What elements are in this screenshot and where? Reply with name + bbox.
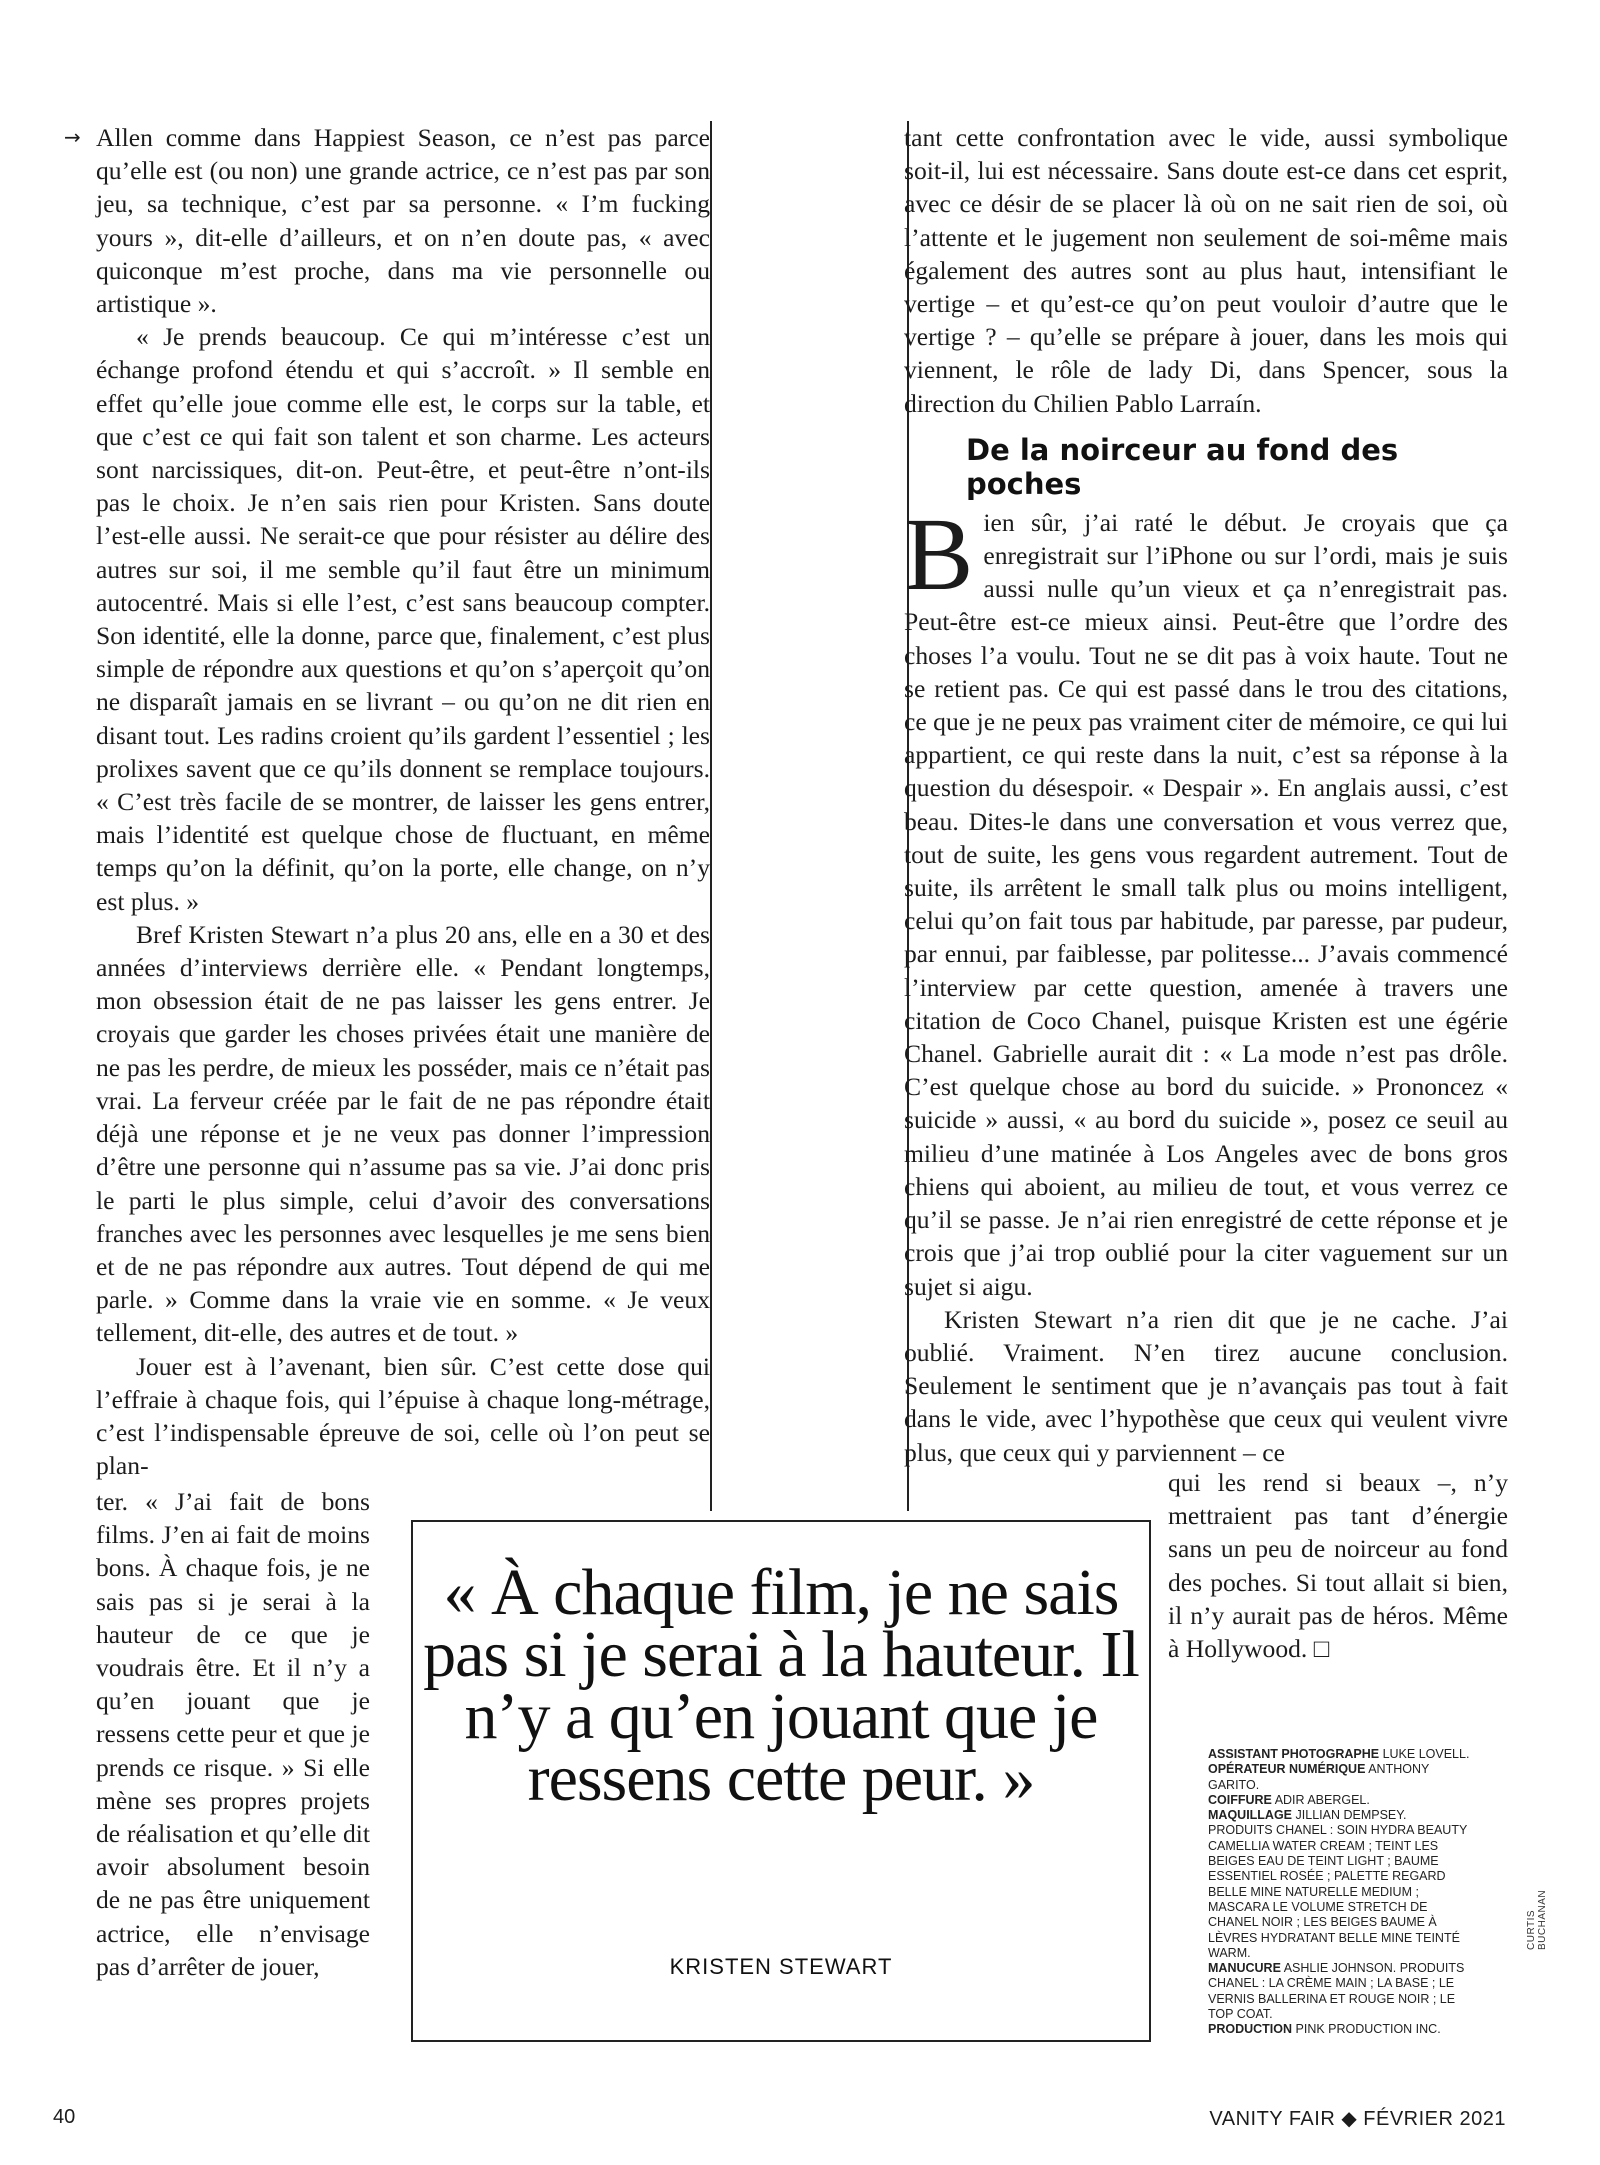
drop-cap: B [904,496,974,612]
credit-line: PRODUCTION PINK PRODUCTION INC. [1208,2022,1441,2037]
photo-credits [1208,1747,1470,2038]
drop-cap-paragraph-text: ien sûr, j’ai raté le début. Je croyais que ça enregistrait sur l’iPhone ou sur l’ordi, mais je suis aussi nulle qu’un vieux et ça n’enregistrait pas. Peut-être est-ce mieux ainsi. Peut-être que l’ordre des choses l’a voulu. Tout ne se dit pas à voix haute. Tout ne se retient pas. Ce qui est passé dans le trou des citations, ce que je ne peux pas vraiment citer de mémoire, ce qui lui appartient, ce qui reste dans la nuit, c’est sa réponse à la question du désespoir. « Despair ». En anglais aussi, c’est beau. Dites-le dans une conversation et vous verrez que, tout de suite, les gens vous regardent autrement. Tout de suite, ils arrêtent le small talk plus ou moins intelligent, celui qu’on fait tous par habitude, par paresse, par pudeur, par ennui, par faiblesse, par politesse... J’avais commencé l’interview par cette question, amenée à travers une citation de Coco Chanel, puisque Kristen est une égérie Chanel. Gabrielle aurait dit : « La mode n’est pas drôle. C’est quelque chose au bord du suicide. » Prononcez « suicide » aussi, « au bord du suicide », posez ce seuil au milieu d’une matinée à Los Angeles avec de bons gros chiens qui aboient, au milieu de tout, et vous verrez ce qu’il se passe. Je n’ai rien enregistré de cette réponse et je crois que j’ai trop oublié pour la citer vaguement sur un sujet si aigu. [904,507,1508,1301]
pull-quote-text: « À chaque film, je ne sais pas si je serai à la hauteur. Il n’y a qu’en jouant que je ressens cette peur. » [423,1556,1139,1815]
section-subhead: De la noirceur au fond des poches [966,433,1399,501]
continuation-arrow-icon: → [64,125,81,149]
photographer-credit: CURTIS BUCHANAN [1526,1889,1548,1950]
article-paragraph: ter. « J’ai fait de bons films. J’en ai fait de moins bons. À chaque fois, je ne sais pas si je serai à la hauteur de ce que je voudrais être. Et il n’y a qu’en jouant que je ressens cette peur et que je prends ce risque. » Si elle mène ses propres projets de réalisation et qu’elle dit avoir absolument besoin de ne pas être uniquement actrice, elle n’envisage pas d’arrêter de jouer, [96,1487,370,1981]
pull-quote-credit: KRISTEN STEWART [669,1954,893,1979]
column-divider [710,121,712,1511]
credit-line: COIFFURE ADIR ABERGEL. [1208,1792,1370,1807]
article-paragraph: tant cette confrontation avec le vide, aussi symbolique soit-il, lui est nécessaire. Sans doute est-ce dans cet esprit, avec ce désir de se placer là où on ne sait rien de soi, où l’attente et le jugement non seulement de soi-même mais également des autres sont au plus haut, intensifiant le vertige – et qu’est-ce qu’on peut vouloir d’autre que le vertige ? – qu’elle se prépare à jouer, dans les mois qui viennent, le rôle de lady Di, dans Spencer, sous la direction du Chilien Pablo Larraín. [904,123,1508,418]
right-narrow-column [1168,1466,1508,1665]
publication-footer: VANITY FAIR ◆ FÉVRIER 2021 [1209,2108,1506,2130]
left-column [96,121,710,1482]
article-paragraph [904,496,1508,1303]
right-column [904,121,1508,1469]
article-paragraph: qui les rend si beaux –, n’y mettraient pas tant d’énergie sans un peu de noirceur au fond des poches. Si tout allait si bien, il n’y aurait pas de héros. Même à Hollywood. □ [1168,1468,1508,1664]
article-paragraph: Allen comme dans Happiest Season, ce n’est pas parce qu’elle est (ou non) une grande actrice, ce n’est pas par son jeu, sa technique, c’est par sa personne. « I’m fucking yours », dit-elle d’ailleurs, et on n’en doute pas, « avec quiconque m’est proche, dans ma vie personnelle ou artistique ». [96,123,710,319]
article-paragraph: Kristen Stewart n’a rien dit que je ne cache. J’ai oublié. Vraiment. N’en tirez aucune conclusion. Seulement le sentiment que je n’avançais pas tout à fait dans le vide, avec l’hypothèse que ceux qui veulent vivre plus, que ceux qui y parviennent – ce [904,1304,1508,1467]
left-narrow-column [96,1485,370,1983]
credit-line: OPÉRATEUR NUMÉRIQUE ANTHONY GARITO. [1208,1762,1430,1792]
article-paragraph: « Je prends beaucoup. Ce qui m’intéresse c’est un échange profond étendu et qui s’accroît. » Il semble en effet qu’elle joue comme elle est, le corps sur la table, et que c’est ce qui fait son talent et son charme. Les acteurs sont narcissiques, dit-on. Peut-être, et peut-être n’ont-ils pas le choix. Je n’en sais rien pour Kristen. Sans doute l’est-elle aussi. Ne serait-ce que pour résister au délire des autres sur soi, il me semble qu’il faut être un minimum autocentré. Mais si elle l’est, c’est sans beaucoup compter. Son identité, elle la donne, parce que, finalement, c’est plus simple de répondre aux questions et qu’on s’aperçoit qu’on ne disparaît jamais en se livrant – ou qu’on ne dit rien en disant tout. Les radins croient qu’ils gardent l’essentiel ; les prolixes savent que ce qu’ils donnent se remplace toujours. « C’est très facile de se montrer, de laisser les gens entrer, mais l’identité est quelque chose de fluctuant, en même temps qu’on la définit, qu’on la porte, elle change, on n’y est plus. » [96,322,710,916]
credit-line: ASSISTANT PHOTOGRAPHE LUKE LOVELL. [1208,1747,1470,1761]
article-paragraph: Jouer est à l’avenant, bien sûr. C’est cette dose qui l’effraie à chaque fois, qui l’épuise à chaque long-métrage, c’est l’indispensable épreuve de soi, celle où l’on peut se plan- [96,1351,710,1481]
credit-line: MAQUILLAGE JILLIAN DEMPSEY. PRODUITS CHANEL : SOIN HYDRA BEAUTY CAMELLIA WATER CREAM ; TEINT LES BEIGES EAU DE TEINT LIGHT ; BAUME ESSENTIEL ROSÉE ; PALETTE REGARD BELLE MINE NATURELLE MEDIUM ; MASCARA LE VOLUME STRETCH DE CHANEL NOIR ; LES BEIGES BAUME À LÈVRES HYDRATANT BELLE MINE TEINTÉ WARM. [1208,1808,1468,1960]
article-paragraph: Bref Kristen Stewart n’a plus 20 ans, elle en a 30 et des années d’interviews derrière elle. « Pendant longtemps, mon obsession était de ne pas laisser les gens entrer. Je croyais que garder les choses privées était une manière de ne pas les perdre, de mieux les posséder, mais ce n’était pas vrai. La ferveur créée par le fait de ne pas répondre était déjà une réponse et je ne veux pas donner l’impression d’être une personne qui n’assume pas sa vie. J’ai donc pris le parti le plus simple, celui d’avoir des conversations franches avec les personnes avec lesquelles je me sens bien et de ne pas répondre aux autres. Tout dépend de qui me parle. » Comme dans la vraie vie en somme. « Je veux tellement, dit-elle, des autres et de tout. » [96,919,710,1348]
page-number: 40 [53,2106,76,2128]
pull-quote-box [411,1520,1151,2042]
credit-line: MANUCURE ASHLIE JOHNSON. PRODUITS CHANEL : LA CRÈME MAIN ; LA BASE ; LE VERNIS BALLERINA ET ROUGE NOIR ; LE TOP COAT. [1208,1961,1465,2022]
